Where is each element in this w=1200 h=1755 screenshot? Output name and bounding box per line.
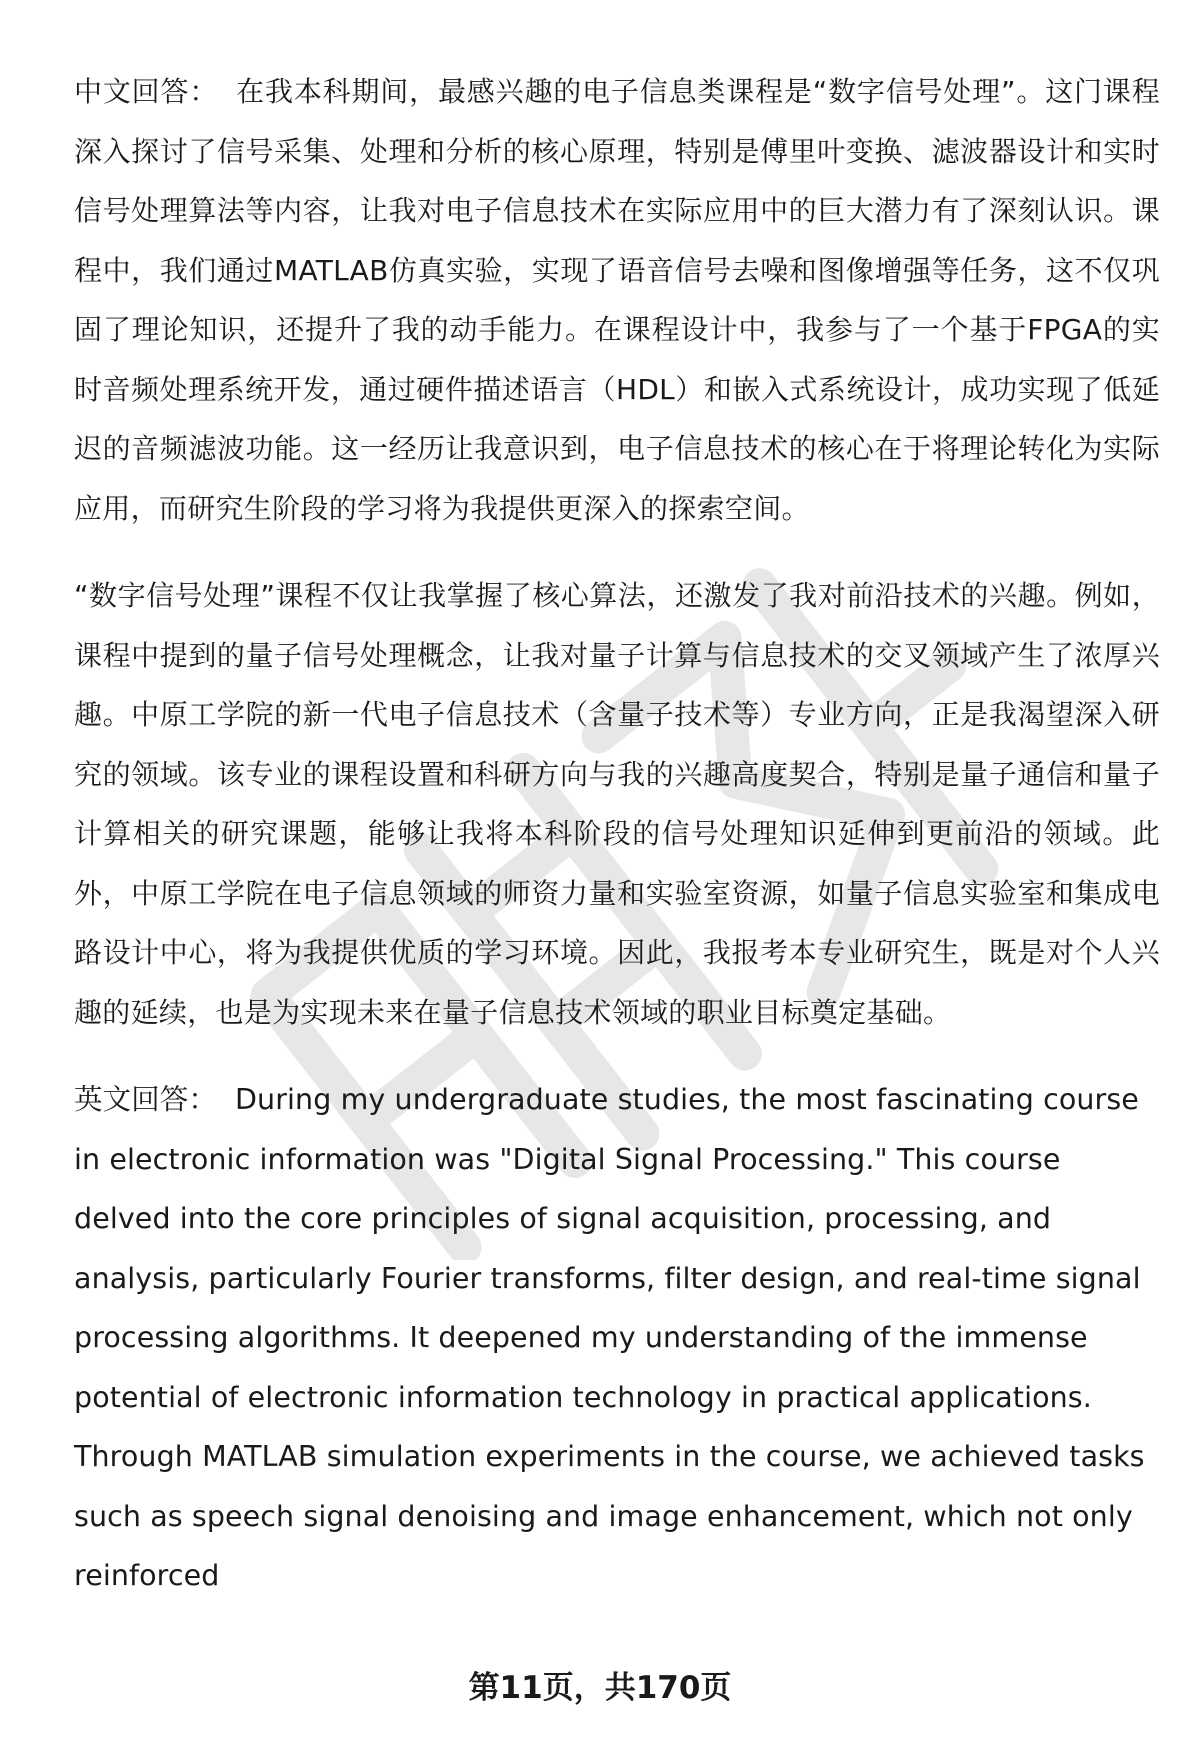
page-number-footer: 第11页，共170页 <box>468 1670 732 1706</box>
paragraph-spacer <box>74 538 1160 566</box>
english-answer-label: 英文回答： <box>74 1083 218 1116</box>
chinese-answer-paragraph-2: “数字信号处理”课程不仅让我掌握了核心算法，还激发了我对前沿技术的兴趣。例如，课程中提到的量子信号处理概念，让我对量子计算与信息技术的交叉领域产生了浓厚兴趣。中原工学院的新一代电子信息技术（含量子技术等）专业方向，正是我渴望深入研究的领域。该专业的课程设置和科研方向与我的兴趣高度契合，特别是量子通信和量子计算相关的研究课题，能够让我将本科阶段的信号处理知识延伸到更前沿的领域。此外，中原工学院在电子信息领域的师资力量和实验室资源，如量子信息实验室和集成电路设计中心，将为我提供优质的学习环境。因此，我报考本专业研究生，既是对个人兴趣的延续，也是为实现未来在量子信息技术领域的职业目标奠定基础。 <box>74 579 1160 1029</box>
chinese-answer-text-1: 在我本科期间，最感兴趣的电子信息类课程是“数字信号处理”。这门课程深入探讨了信号采集、处理和分析的核心原理，特别是傅里叶变换、滤波器设计和实时信号处理算法等内容，让我对电子信息技术在实际应用中的巨大潜力有了深刻认识。课程中，我们通过MATLAB仿真实验，实现了语音信号去噪和图像增强等任务，这不仅巩固了理论知识，还提升了我的动手能力。在课程设计中，我参与了一个基于FPGA的实时音频处理系统开发，通过硬件描述语言（HDL）和嵌入式系统设计，成功实现了低延迟的音频滤波功能。这一经历让我意识到，电子信息技术的核心在于将理论转化为实际应用，而研究生阶段的学习将为我提供更深入的探索空间。 <box>74 75 1160 525</box>
document-body <box>74 62 1160 1606</box>
chinese-answer-paragraph-1 <box>74 62 1160 538</box>
english-answer-text: During my undergraduate studies, the most fascinating course in electronic information was "Digital Signal Processing." This course delved into the core principles of signal acquisition, processing, and analysis, particularly Fourier transforms, filter design, and real-time signal processing algorithms. It deepened my understanding of the immense potential of electronic information technology in practical applications. Through MATLAB simulation experiments in the course, we achieved tasks such as speech signal denoising and image enhancement, which not only reinforced <box>74 1083 1145 1592</box>
paragraph-spacer <box>74 1042 1160 1070</box>
chinese-answer-label: 中文回答： <box>74 75 219 108</box>
english-answer-paragraph <box>74 1070 1160 1606</box>
